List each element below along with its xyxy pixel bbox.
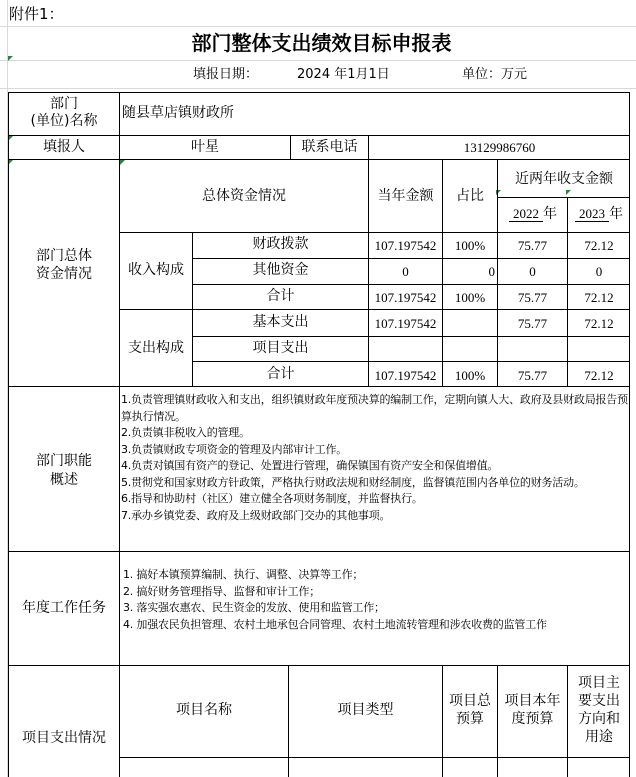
header-two-years: 近两年收支金额 [515, 171, 613, 187]
page-title: 部门整体支出绩效目标申报表 [191, 31, 452, 55]
year-2022-cell [499, 206, 567, 222]
project-total-budget-header: 项目总 [449, 693, 491, 709]
project-name-header: 项目名称 [176, 702, 232, 718]
project-use-header: 项目主 [578, 675, 620, 691]
fund-row-2022: 75.77 [517, 368, 548, 383]
duties-list [121, 392, 628, 524]
fund-row-2022: 75.77 [517, 316, 548, 331]
expense-composition-label: 支出构成 [128, 340, 184, 356]
dept-label-sub: (单位)名称 [30, 113, 98, 129]
fund-row-2022: 75.77 [517, 238, 548, 253]
fund-row-amount: 107.197542 [374, 316, 437, 331]
dept-name-value: 随县草店镇财政所 [122, 105, 234, 121]
task-item: 1. 搞好本镇预算编制、执行、调整、决算等工作； [123, 568, 364, 581]
task-item: 3. 落实强农惠农、民生资金的发放、使用和监管工作； [123, 601, 385, 614]
duty-item: 1.负责管理镇财政收入和支出，组织镇财政年度预决算的编制工作，定期向镇人大、政府及县财政局报告预算执行情况。 [121, 393, 628, 423]
filler-label: 填报人 [43, 139, 85, 155]
project-year-budget-header: 项目本年 [504, 693, 561, 709]
fund-row-amount: 107.197542 [374, 238, 437, 253]
cell-marker [566, 190, 571, 195]
duties-label: 部门职能 [36, 453, 92, 469]
tasks-label: 年度工作任务 [22, 600, 106, 616]
fund-row-share: 100% [454, 238, 486, 253]
funds-section-label: 部门总体 [36, 248, 92, 264]
duty-item: 6.指导和协助村（社区）建立健全各项财务制度，并监督执行。 [121, 492, 423, 505]
fund-row-2023: 0 [595, 264, 603, 279]
fund-row-name: 基本支出 [252, 314, 309, 330]
tasks-list [123, 567, 628, 633]
project-use-header-3: 方向和 [578, 711, 620, 727]
fund-row-share: 100% [454, 290, 486, 305]
funds-section-label-sub: 资金情况 [36, 266, 92, 282]
fund-row-2023: 72.12 [584, 290, 614, 305]
phone-value: 13129986760 [463, 140, 536, 155]
fund-row-amount: 107.197542 [374, 368, 437, 383]
project-year-budget-header-sub: 度预算 [511, 711, 554, 727]
dept-label: 部门 [50, 96, 78, 112]
fund-row-name: 财政拨款 [252, 236, 309, 252]
fund-row-name: 合计 [266, 366, 295, 382]
project-total-budget-header-sub: 预算 [456, 711, 484, 727]
project-type-header: 项目类型 [337, 702, 394, 718]
fund-row-amount: 0 [402, 264, 409, 279]
year-suffix: 年 [543, 206, 557, 222]
income-composition-label: 收入构成 [128, 262, 184, 278]
fill-date-label: 填报日期： [193, 67, 259, 82]
duties-label-sub: 概述 [50, 472, 78, 488]
duty-item: 2.负责镇非税收入的管理。 [121, 426, 250, 439]
attachment-label: 附件1： [9, 5, 64, 23]
year-suffix: 年 [609, 206, 623, 222]
fund-row-2023: 72.12 [584, 316, 614, 331]
fund-row-amount: 107.197542 [374, 290, 437, 305]
year-2023-value: 2023 [575, 206, 609, 222]
phone-label: 联系电话 [301, 139, 358, 155]
fund-row-2023: 72.12 [584, 238, 614, 253]
year-2022-value: 2022 [509, 206, 543, 222]
fund-row-name: 项目支出 [252, 340, 309, 356]
fund-row-2022: 75.77 [517, 290, 548, 305]
fund-row-2022: 0 [529, 264, 536, 279]
unit-label: 单位：万元 [462, 67, 528, 82]
fund-row-2023: 72.12 [584, 368, 614, 383]
fund-row-share: 100% [454, 368, 486, 383]
fund-row-name: 其他资金 [252, 262, 309, 278]
project-use-header-2: 要支出 [578, 693, 620, 709]
project-use-header-4: 用途 [585, 729, 613, 745]
header-overall-funds: 总体资金情况 [202, 188, 286, 204]
year-2023-cell [568, 206, 630, 222]
fund-row-share: 0 [488, 264, 495, 279]
task-item: 4. 加强农民负担管理、农村土地承包合同管理、农村土地流转管理和涉农收费的监管工作 [123, 617, 547, 631]
header-share: 占比 [456, 188, 484, 204]
cell-marker [120, 160, 125, 165]
duty-item: 5.贯彻党和国家财政方针政策，严格执行财政法规和财经制度，监督镇范围内各单位的财务活动。 [121, 475, 585, 489]
projects-label: 项目支出情况 [22, 730, 106, 746]
task-item: 2. 搞好财务管理指导、监督和审计工作； [123, 584, 320, 598]
header-current-amount: 当年金额 [377, 188, 434, 204]
fill-date-value: 2024 年1月1日 [297, 67, 390, 82]
duty-item: 4.负责对镇国有资产的登记、处置进行管理，确保镇国有资产安全和保值增值。 [121, 459, 499, 472]
fund-row-name: 合计 [266, 288, 295, 304]
duty-item: 7.承办乡镇党委、政府及上级财政部门交办的其他事项。 [121, 508, 391, 522]
duty-item: 3.负责镇财政专项资金的管理及内部审计工作。 [121, 442, 348, 456]
cell-marker [8, 56, 13, 61]
filler-value: 叶星 [191, 139, 219, 155]
